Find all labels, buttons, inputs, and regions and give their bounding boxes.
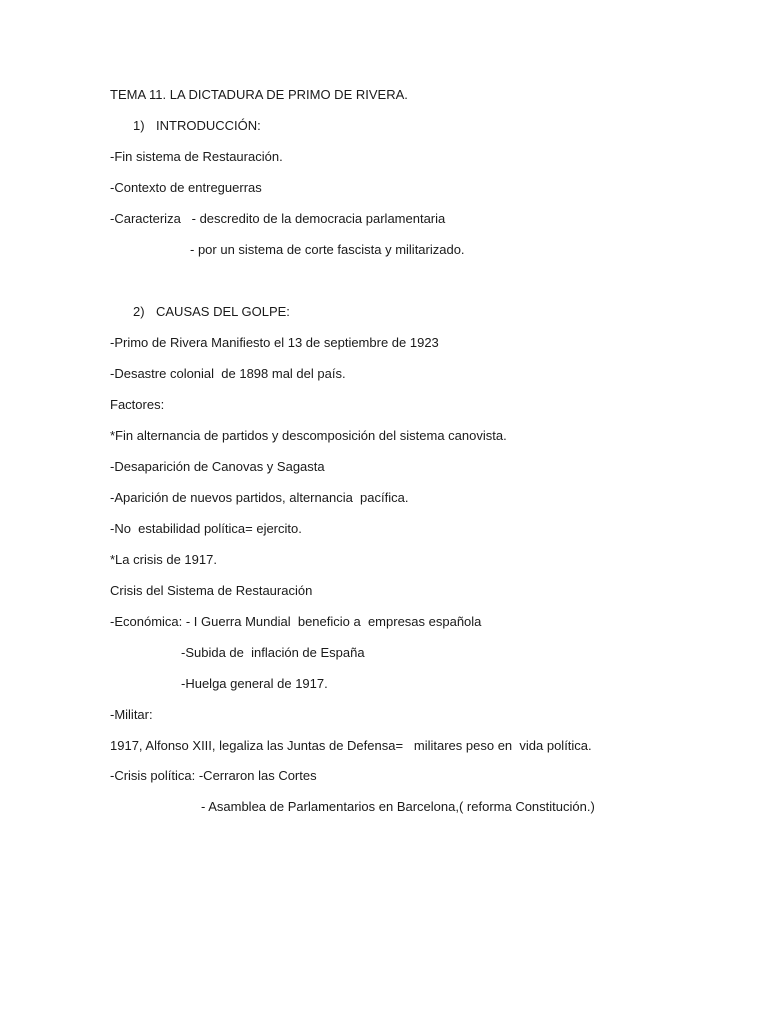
text-line: 1917, Alfonso XIII, legaliza las Juntas de Defensa= militares peso en vida política. [110, 738, 592, 753]
text-line: -Primo de Rivera Manifiesto el 13 de septiembre de 1923 [110, 335, 439, 350]
text-line: -Crisis política: -Cerraron las Cortes [110, 768, 317, 783]
text-line: Crisis del Sistema de Restauración [110, 583, 313, 598]
text-line: -Contexto de entreguerras [110, 180, 262, 195]
text-line: -Aparición de nuevos partidos, alternancia pacífica. [110, 490, 409, 505]
text-line: Factores: [110, 397, 165, 412]
text-line: - por un sistema de corte fascista y militarizado. [190, 242, 465, 257]
text-line: -Militar: [110, 707, 153, 722]
text-line: -Económica: - I Guerra Mundial beneficio a empresas española [110, 614, 482, 629]
text-line: -No estabilidad política= ejercito. [110, 521, 302, 536]
text-line: -Fin sistema de Restauración. [110, 149, 283, 164]
text-line: *Fin alternancia de partidos y descomposición del sistema canovista. [110, 428, 507, 443]
section-heading: CAUSAS DEL GOLPE: [156, 304, 290, 319]
document-title: TEMA 11. LA DICTADURA DE PRIMO DE RIVERA. [110, 87, 408, 102]
section-number: 1) [133, 118, 145, 133]
section-heading: INTRODUCCIÓN: [156, 118, 261, 133]
text-line: -Subida de inflación de España [181, 645, 365, 660]
text-line: -Desastre colonial de 1898 mal del país. [110, 366, 346, 381]
section-number: 2) [133, 304, 145, 319]
text-line: -Desaparición de Canovas y Sagasta [110, 459, 325, 474]
text-line: -Caracteriza - descredito de la democracia parlamentaria [110, 211, 446, 226]
text-line: *La crisis de 1917. [110, 552, 217, 567]
text-line: -Huelga general de 1917. [181, 676, 328, 691]
text-line: - Asamblea de Parlamentarios en Barcelona,( reforma Constitución.) [201, 799, 595, 814]
